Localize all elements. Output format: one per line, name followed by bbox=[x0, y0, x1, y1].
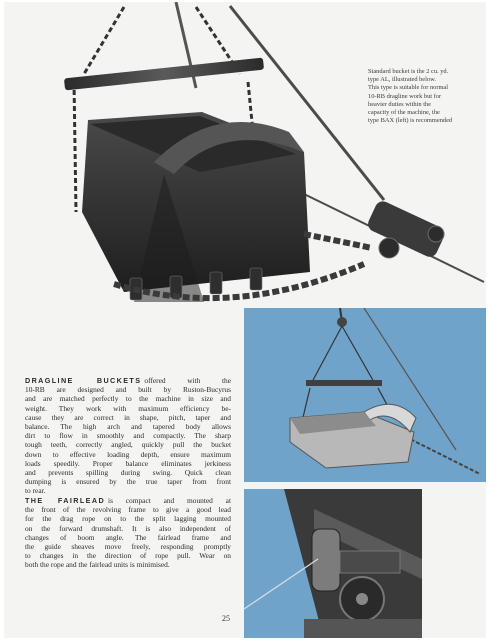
text-line: changes of boom angle. The fairlead frame and bbox=[25, 532, 231, 542]
text-line: to rear. bbox=[25, 486, 46, 496]
fairlead-photo bbox=[244, 489, 422, 638]
text-line: on the forward drumshaft. It is also independent of bbox=[25, 523, 231, 533]
bucket-caption bbox=[368, 68, 480, 125]
text-line: tough teeth, correctly angled, quickly pull the bucket bbox=[25, 440, 231, 450]
fairlead-text bbox=[25, 496, 231, 570]
text-line: to changes in the direction of rope pull. Wear on bbox=[25, 551, 231, 561]
text-line: dumping is ensured by the true taper from front bbox=[25, 477, 231, 487]
text-line: cause they are correct in shape, pitch, taper and bbox=[25, 412, 231, 422]
dragline-buckets-text bbox=[25, 376, 231, 496]
caption-line: 10-RB dragline work but for bbox=[368, 92, 442, 100]
text-line: down to effective loading depth, ensure maximum bbox=[25, 449, 231, 459]
caption-line: This type is suitable for normal bbox=[368, 84, 449, 92]
text-line: balance. The high arch and tapered body allows bbox=[25, 422, 231, 432]
caption-line: type BAX (left) is recommended bbox=[368, 117, 453, 125]
text-line: dirt to flow in smoothly and compactly. The sharp bbox=[25, 431, 231, 441]
caption-line: heavier duties within the bbox=[368, 100, 432, 108]
heading-line-rest: is compact and mounted at bbox=[108, 496, 231, 505]
heading-line-rest: offered with the bbox=[144, 376, 231, 385]
al-bucket-photo bbox=[244, 308, 486, 482]
text-line: loads speedily. Proper balance eliminates jerkiness bbox=[25, 458, 231, 468]
text-line: and prevents spilling during swing. Quick clean bbox=[25, 468, 231, 478]
text-line: both the rope and the fairlead units is minimised. bbox=[25, 560, 170, 570]
caption-line: capacity of the machine, the bbox=[368, 109, 440, 117]
bax-bucket-photo bbox=[4, 2, 486, 302]
text-line: the guide sheaves move freely, responding promptly bbox=[25, 542, 231, 552]
section-heading: THE FAIRLEAD bbox=[25, 496, 106, 505]
page-number: 25 bbox=[222, 614, 230, 623]
text-line bbox=[25, 376, 231, 385]
text-line: weight. They work with maximum efficiency be- bbox=[25, 403, 231, 413]
text-line: for the drag rope on to the split lagging mounted bbox=[25, 514, 231, 524]
text-line: the front of the revolving frame to give a good lead bbox=[25, 505, 231, 515]
text-line: 10-RB are designed and built by Ruston-Bucyrus bbox=[25, 385, 231, 395]
section-heading: DRAGLINE BUCKETS bbox=[25, 376, 142, 385]
caption-line: Standard bucket is the 2 cu. yd. bbox=[368, 68, 449, 75]
caption-line: type AL, illustrated below. bbox=[368, 76, 436, 84]
catalog-page bbox=[4, 2, 486, 638]
text-line: and are matched perfectly to the machine in size and bbox=[25, 394, 231, 404]
text-line bbox=[25, 496, 231, 505]
